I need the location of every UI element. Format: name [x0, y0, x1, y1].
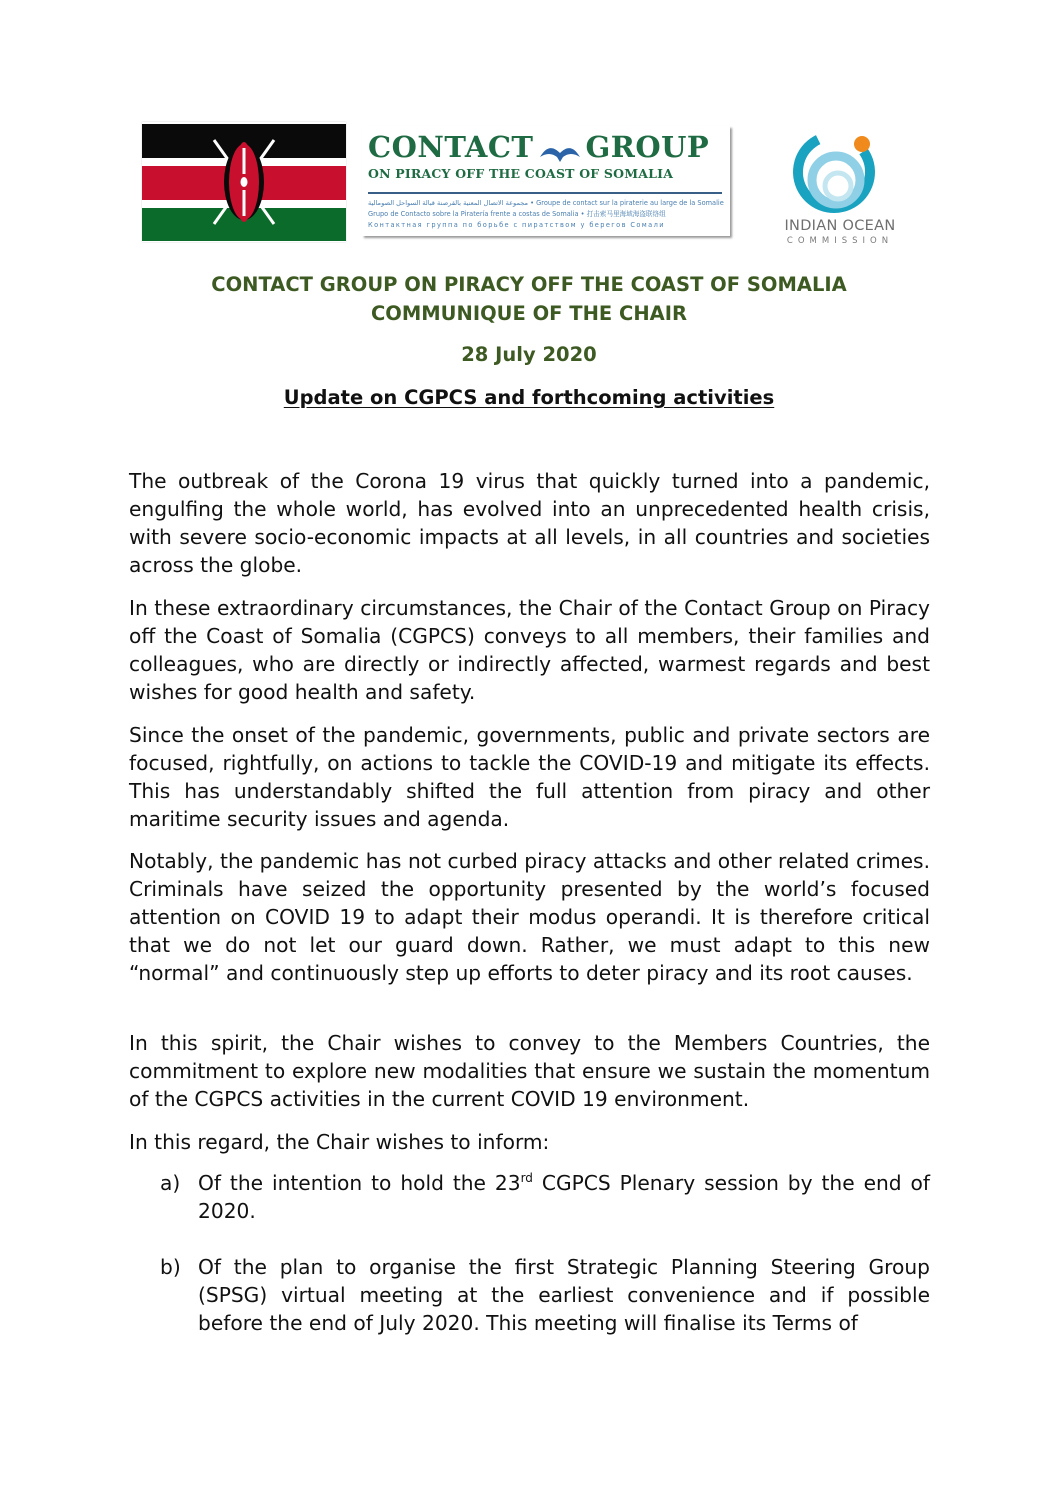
paragraph-text: Notably, the pandemic has not curbed piracy attacks and other related crimes. Criminals have seized the opportunity presented by the world’s focused attention on COVID 19 to adapt their modus operandi. It is therefore critical that we do not let our guard down. Rather, we must adapt to this new “normal” and continuously step up efforts to deter piracy and its root causes. — [129, 849, 930, 985]
contact-group-title — [368, 130, 728, 164]
kenya-flag-logo — [142, 122, 346, 242]
indian-ocean-commission-logo — [760, 118, 920, 248]
paragraph-text: In these extraordinary circumstances, the Chair of the Contact Group on Piracy off the Coast of Somalia (CGPCS) conveys to all members, their families and colleagues, who are directly or indirectly affected, warmest regards and best wishes for good health and safety. — [129, 596, 930, 704]
paragraph-text: In this regard, the Chair wishes to inform: — [129, 1130, 550, 1154]
list-item-text: Of the intention to hold the 23 — [198, 1171, 521, 1195]
document-date: 28 July 2020 — [461, 343, 597, 366]
paragraph — [129, 1128, 930, 1156]
multilingual-line: Grupo de Contacto sobre la Piratería frente a costas de Somalia • 打击索马里海域海盗联络组 — [368, 210, 666, 218]
document-subtitle: Update on CGPCS and forthcoming activities — [283, 386, 775, 409]
list-marker: b) — [160, 1255, 181, 1279]
contact-group-title-right: GROUP — [585, 130, 710, 164]
ioc-subtitle: COMMISSION — [786, 236, 894, 246]
contact-group-divider — [368, 192, 722, 194]
multilingual-line: مجموعة الاتصال المعنية بالقرصنة قبالة السواحل الصومالية • Groupe de contact sur la piraterie au large de la Somalie — [368, 199, 724, 207]
paragraph — [129, 467, 930, 579]
kenya-flag-icon — [142, 122, 346, 242]
list-marker: a) — [160, 1171, 181, 1195]
contact-group-logo — [362, 126, 730, 236]
logo-header — [142, 118, 922, 248]
contact-group-subtitle: ON PIRACY OFF THE COAST OF SOMALIA — [368, 166, 674, 181]
paragraph — [129, 847, 930, 987]
contact-group-title-left: CONTACT — [368, 130, 534, 164]
document-title-line2: COMMUNIQUE OF THE CHAIR — [370, 302, 688, 325]
paragraph-text: The outbreak of the Corona 19 virus that quickly turned into a pandemic, engulfing the whole world, has evolved into an unprecedented health crisis, with severe socio-economic impacts at all levels, in all countries and societies across the globe. — [129, 469, 930, 577]
list-item-text: CGPCS Plenary session by the end of 2020. — [198, 1171, 930, 1223]
list-item — [160, 1253, 930, 1337]
ioc-name: INDIAN OCEAN — [784, 218, 896, 234]
ioc-emblem-icon — [790, 124, 882, 214]
paragraph-text: In this spirit, the Chair wishes to convey to the Members Countries, the commitment to explore new modalities that ensure we sustain the momentum of the CGPCS activities in the current COVID 19 environment. — [129, 1031, 930, 1111]
list-item-text: Of the plan to organise the first Strategic Planning Steering Group (SPSG) virtual meeting at the earliest convenience and if possible before the end of July 2020. This meeting will finalise its Terms of — [198, 1255, 930, 1335]
document-title-line1: CONTACT GROUP ON PIRACY OFF THE COAST OF SOMALIA — [211, 273, 847, 296]
paragraph-text: Since the onset of the pandemic, governments, public and private sectors are focused, rightfully, on actions to tackle the COVID-19 and mitigate its effects. This has understandably shifted the full attention from piracy and other maritime security issues and agenda. — [129, 723, 930, 831]
list-item — [160, 1169, 930, 1225]
paragraph — [129, 1029, 930, 1113]
paragraph — [129, 594, 930, 706]
ordinal-superscript: rd — [520, 1171, 533, 1185]
bird-icon — [538, 136, 582, 158]
paragraph — [129, 721, 930, 833]
contact-group-multilingual — [368, 198, 724, 231]
multilingual-line: Контактная группа по борьбе с пиратством у берегов Сомали — [368, 221, 665, 229]
